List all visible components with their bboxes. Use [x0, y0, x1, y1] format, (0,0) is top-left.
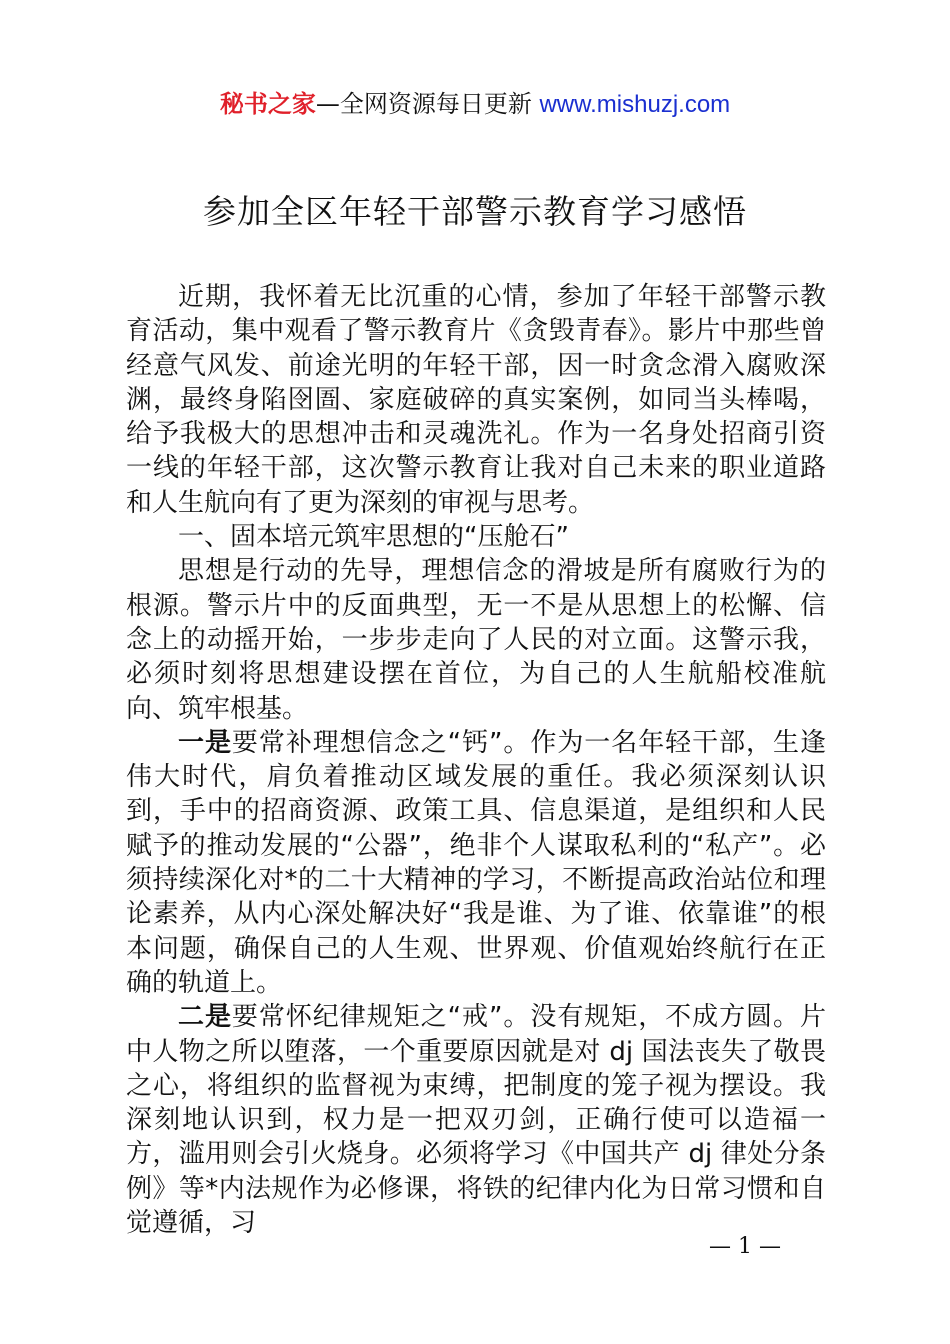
- document-title: 参加全区年轻干部警示教育学习感悟: [203, 192, 747, 231]
- page-number: — 1 —: [709, 1234, 781, 1259]
- site-url: www.mishuzj.com: [539, 91, 731, 118]
- point-lead: 一是: [178, 727, 232, 758]
- paragraph-point-2: 二是要常怀纪律规矩之“戒”。没有规矩，不成方圆。片中人物之所以堕落，一个重要原因就是对 dj 国法丧失了敬畏之心，将组织的监督视为束缚，把制度的笼子视为摆设。我深刻地认识到，权力是一把双刃剑，正确行使可以造福一方，滥用则会引火烧身。必须将学习《中国共产 dj 律处分条例》等*内法规作为必修课，将铁的纪律内化为日常习惯和自觉遵循，习: [126, 1002, 826, 1239]
- section-heading-1: 一、固本培元筑牢思想的“压舱石”: [178, 522, 569, 553]
- header-tagline: —全网资源每日更新: [315, 90, 540, 118]
- point-lead: 二是: [178, 1002, 232, 1033]
- site-header: [0, 88, 950, 121]
- brand-name: 秘书之家: [219, 90, 316, 118]
- paragraph-point-1: 一是要常补理想信念之“钙”。作为一名年轻干部，生逢伟大时代，肩负着推动区域发展的重任。我必须深刻认识到，手中的招商资源、政策工具、信息渠道，是组织和人民赋予的推动发展的“公器”，绝非个人谋取私利的“私产”。必须持续深化对*的二十大精神的学习，不断提高政治站位和理论素养，从内心深处解决好“我是谁、为了谁、依靠谁”的根本问题，确保自己的人生观、世界观、价值观始终航行在正确的轨道上。: [126, 727, 826, 998]
- paragraph-section-1: 思想是行动的先导，理想信念的滑坡是所有腐败行为的根源。警示片中的反面典型，无一不是从思想上的松懈、信念上的动摇开始，一步步走向了人民的对立面。这警示我，必须时刻将思想建设摆在首位，为自己的人生航船校准航向、筑牢根基。: [126, 556, 826, 724]
- document-body: [126, 280, 826, 1240]
- paragraph-intro: 近期，我怀着无比沉重的心情，参加了年轻干部警示教育活动，集中观看了警示教育片《贪毁青春》。影片中那些曾经意气风发、前途光明的年轻干部，因一时贪念滑入腐败深渊，最终身陷囹圄、家庭破碎的真实案例，如同当头棒喝，给予我极大的思想冲击和灵魂洗礼。作为一名身处招商引资一线的年轻干部，这次警示教育让我对自己未来的职业道路和人生航向有了更为深刻的审视与思考。: [126, 282, 826, 518]
